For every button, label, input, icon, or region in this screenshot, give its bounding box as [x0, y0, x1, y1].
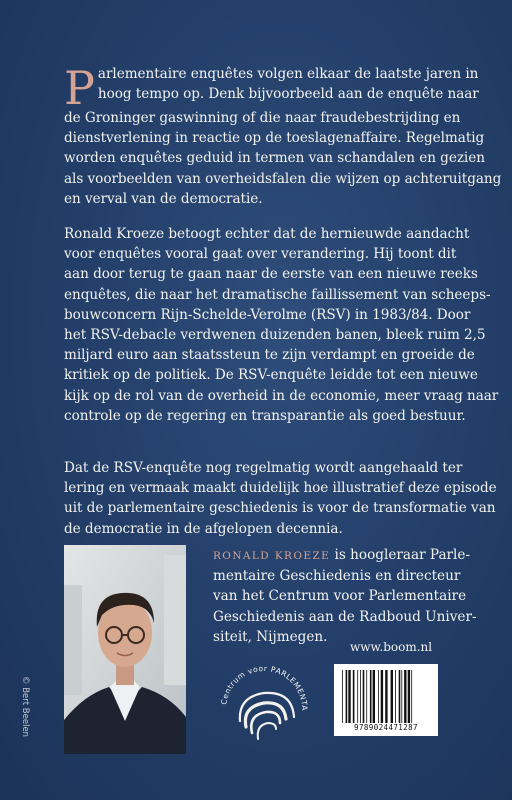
logo-arc-text: Centrum voor PARLEMENTA — [219, 663, 310, 712]
barcode-bar — [346, 670, 348, 723]
text-line: voor enquêtes vooral gaat over verandering. Hij toont dit — [64, 246, 457, 263]
publisher-website: www.boom.nl — [350, 640, 433, 654]
barcode-bar — [401, 670, 402, 723]
text-line: miljard euro aan staatssteun te zijn verdampt en groeide de — [64, 347, 475, 364]
centrum-logo — [212, 657, 316, 761]
text-line: arlementaire enquêtes volgen elkaar de laatste jaren in — [97, 66, 479, 82]
text-line: uit de parlementaire geschiedenis is voor de transformatie van — [64, 500, 496, 517]
barcode-bar — [360, 670, 361, 723]
barcode-bar — [366, 670, 367, 723]
text-line: hoog tempo op. Denk bijvoorbeeld aan de enquête naar — [97, 86, 479, 103]
text-line: van het Centrum voor Parlementaire — [213, 588, 467, 605]
text-line: controle op de regering en transparantie als goed bestuur. — [64, 407, 466, 424]
blurb-paragraph-3 — [64, 458, 497, 539]
barcode-bar — [391, 670, 393, 723]
text-line: aan door terug te gaan naar de eerste van een nieuwe reeks — [64, 266, 478, 283]
barcode-bar — [370, 670, 372, 723]
barcode-bar — [404, 670, 406, 723]
text-line: en verval van de democratie. — [64, 190, 263, 207]
barcode-bar — [399, 670, 401, 723]
isbn-number: 9789024471287 — [354, 723, 418, 732]
barcode-bar — [357, 670, 358, 723]
text-line: het RSV-debacle verdwenen duizenden banen, bleek ruim 2,5 — [64, 327, 486, 344]
text-line: de Groninger gaswinning of die naar fraudebestrijding en — [64, 110, 461, 126]
barcode-bar — [385, 670, 387, 723]
text-line: enquêtes, die naar het dramatische faillissement van scheeps- — [64, 286, 491, 303]
barcode-bar — [378, 670, 379, 723]
blurb-paragraph-1 — [64, 61, 502, 209]
photo-credit: © Bert Beelen — [20, 676, 30, 738]
text-line: de democratie in de afgelopen decennia. — [64, 520, 343, 537]
text-line: is hoogleraar Parle- — [330, 547, 471, 563]
author-bio — [213, 545, 477, 647]
barcode-bar — [395, 670, 396, 723]
barcode-bar — [411, 670, 412, 723]
author-portrait-icon — [64, 545, 186, 754]
barcode-bar — [408, 670, 410, 723]
barcode-bar — [342, 670, 343, 723]
text-line: dienstverlening in reactie op de toeslagenaffaire. Regelmatig — [64, 130, 485, 147]
barcode — [334, 664, 438, 736]
text-line: als voorbeelden van overheidsfalen die wijzen op achteruitgang — [64, 170, 502, 187]
text-line: bouwconcern Rijn-Schelde-Verolme (RSV) in 1983/84. Door — [64, 306, 471, 323]
author-name: RONALD KROEZE — [213, 550, 331, 562]
author-photo — [64, 545, 186, 754]
text-line: lering en vermaak maakt duidelijk hoe illustratief deze episode — [64, 480, 497, 497]
text-line: Ronald Kroeze betoogt echter dat de hernieuwde aandacht — [64, 226, 470, 242]
text-line: Geschiedenis aan de Radboud Univer- — [213, 608, 477, 625]
barcode-icon — [340, 670, 432, 723]
text-line: siteit, Nijmegen. — [213, 628, 328, 645]
blurb-paragraph-2 — [64, 224, 499, 426]
barcode-bar — [363, 670, 365, 723]
centrum-logo-icon — [212, 657, 316, 761]
drop-cap: P — [64, 61, 95, 115]
text-line: kijk op de rol van de overheid in de economie, meer vraag naar — [64, 387, 499, 404]
barcode-bar — [381, 670, 383, 723]
barcode-bar — [353, 670, 355, 723]
barcode-bar — [348, 670, 350, 723]
text-line: mentaire Geschiedenis en directeur — [213, 568, 461, 585]
text-line: worden enquêtes geduid in termen van schandalen en gezien — [64, 150, 485, 167]
text-line: kritiek op de politiek. De RSV-enquête leidde tot een nieuwe — [64, 367, 478, 384]
barcode-bar — [373, 670, 375, 723]
text-line: Dat de RSV-enquête nog regelmatig wordt aangehaald ter — [64, 460, 463, 476]
